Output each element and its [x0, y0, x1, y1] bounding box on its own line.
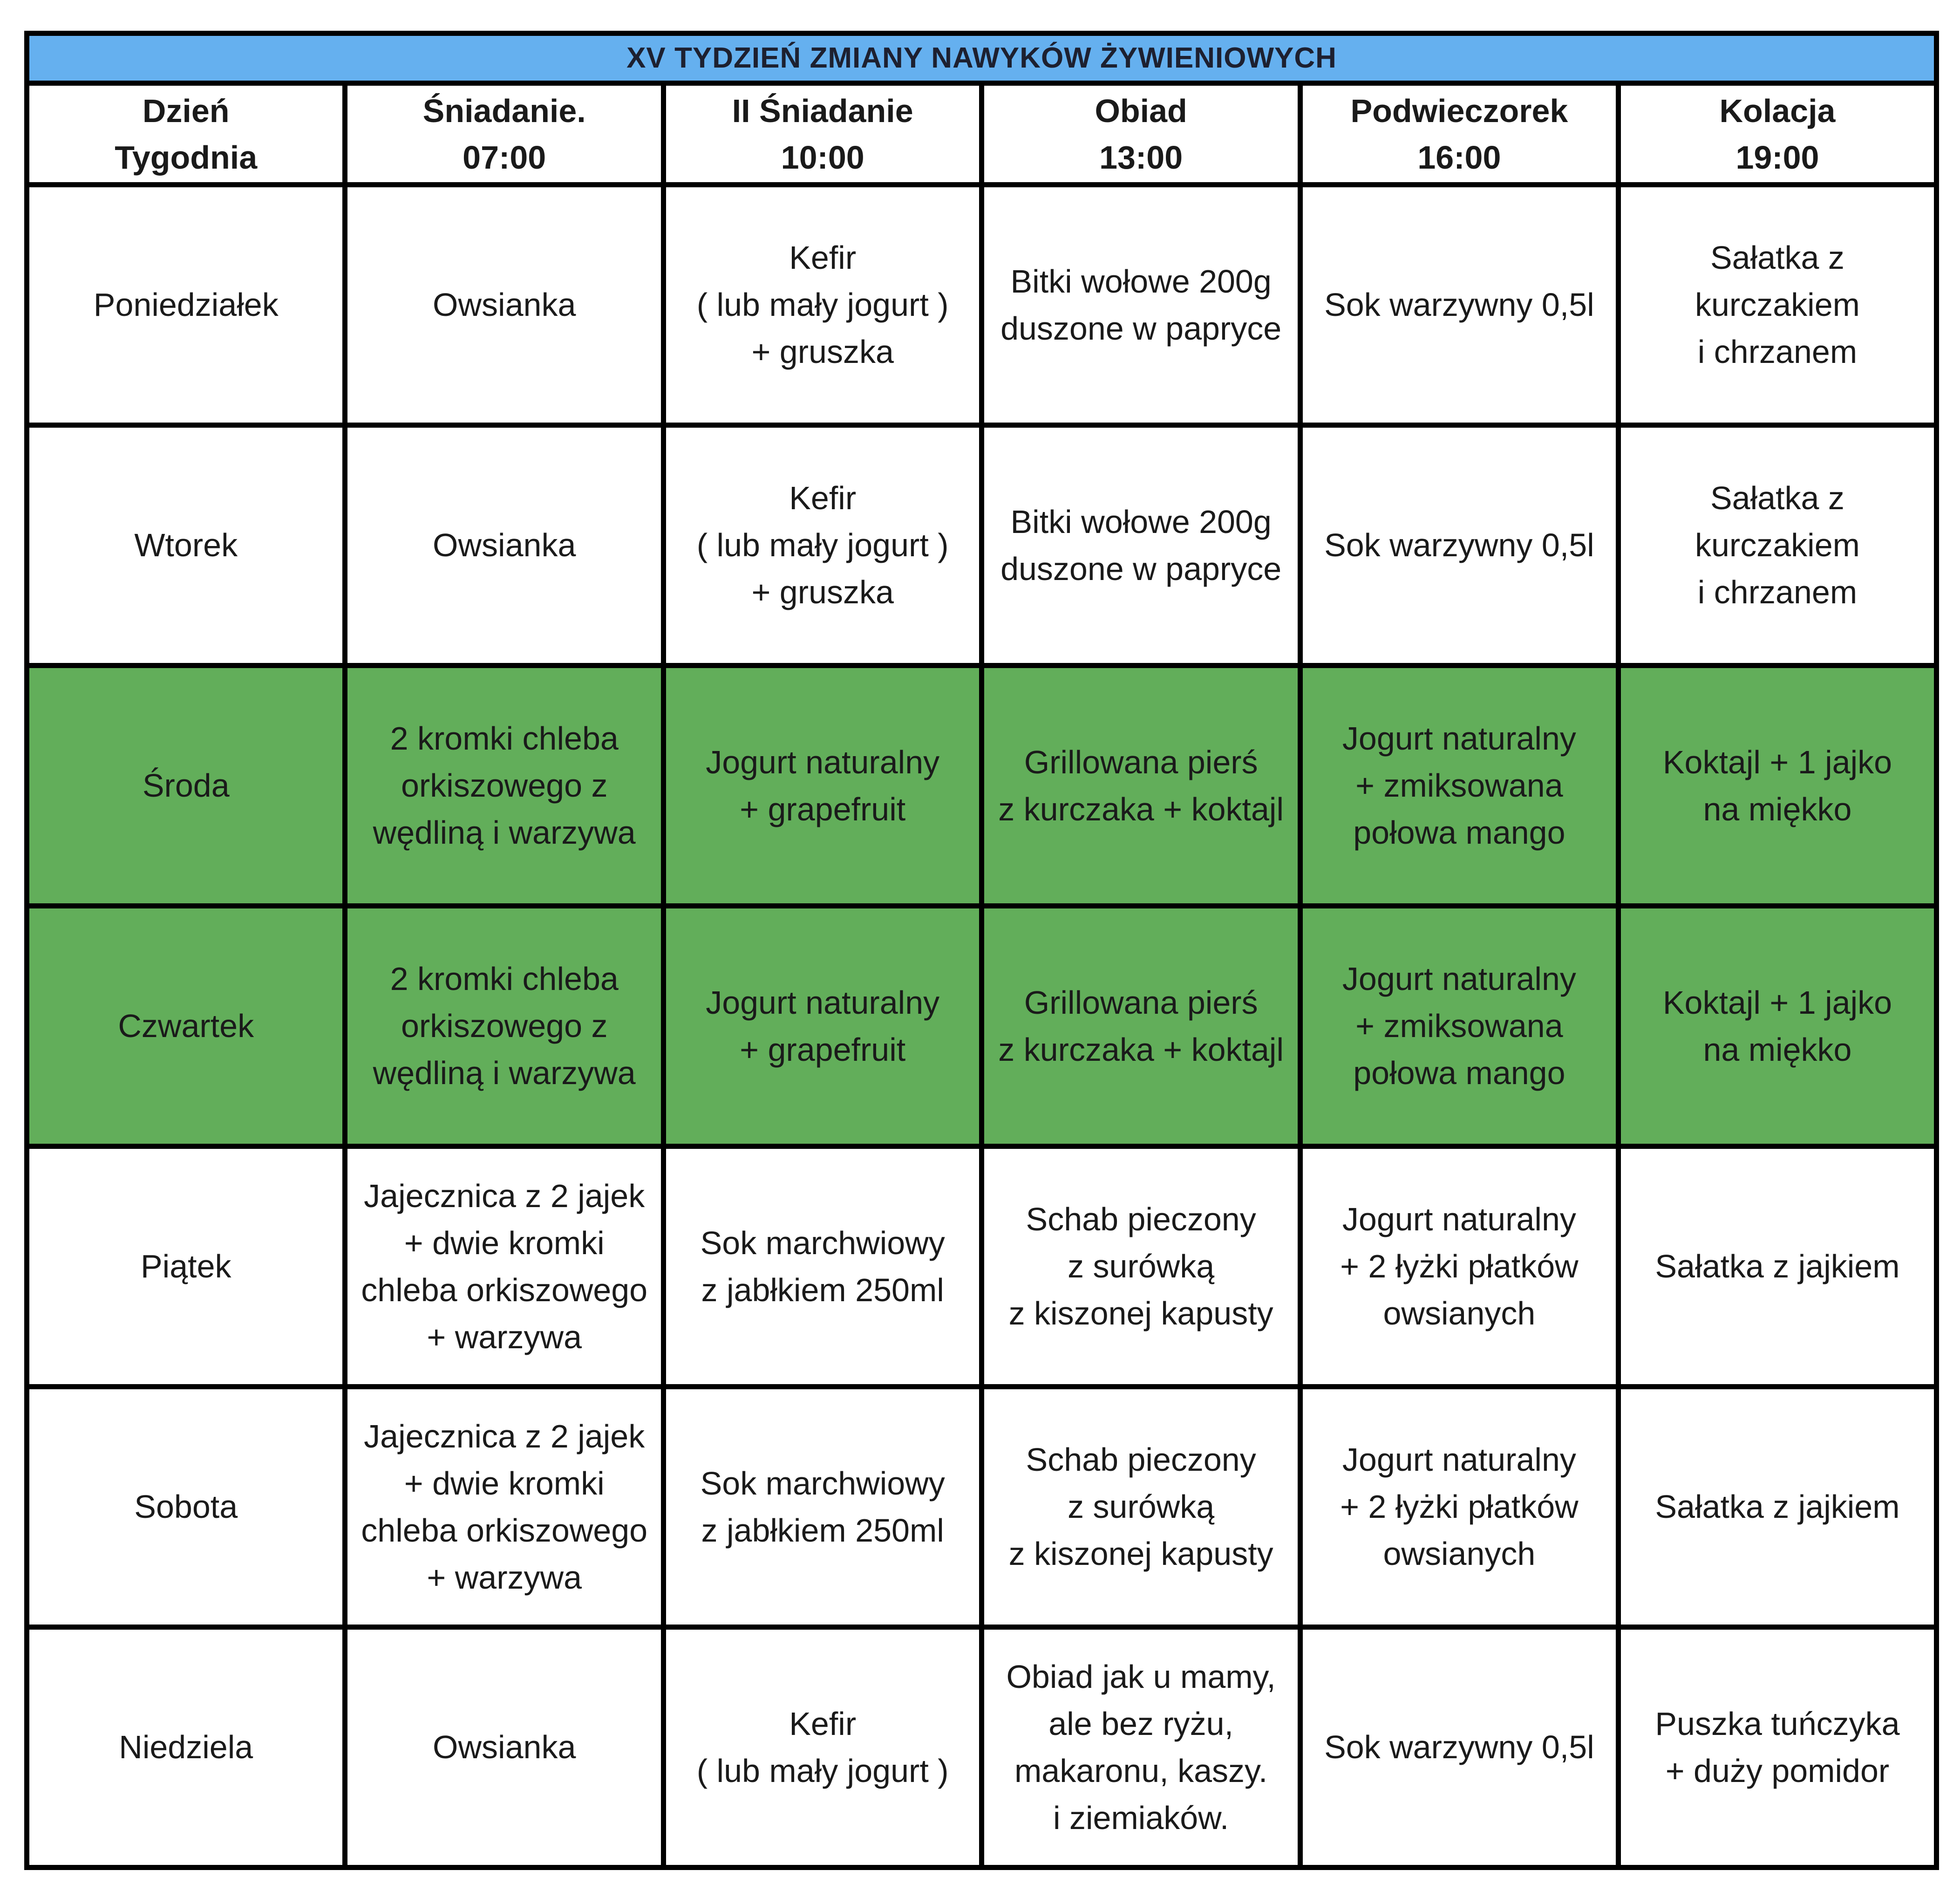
lunch-cell: Schab pieczony z surówką z kiszonej kapusty	[982, 1147, 1300, 1387]
lunch-cell: Obiad jak u mamy, ale bez ryżu, makaronu, kaszy. i ziemiaków.	[982, 1627, 1300, 1868]
second-breakfast-cell: Jogurt naturalny + grapefruit	[663, 906, 981, 1147]
day-name: Piątek	[27, 1147, 345, 1387]
table-row	[27, 906, 1937, 1147]
header-row	[27, 83, 1937, 185]
lunch-cell: Schab pieczony z surówką z kiszonej kapusty	[982, 1387, 1300, 1627]
breakfast-cell: Owsianka	[345, 185, 663, 425]
afternoon-snack-cell: Sok warzywny 0,5l	[1300, 425, 1618, 666]
table-title: XV TYDZIEŃ ZMIANY NAWYKÓW ŻYWIENIOWYCH	[27, 34, 1937, 83]
second-breakfast-cell: Kefir ( lub mały jogurt ) + gruszka	[663, 425, 981, 666]
second-breakfast-cell: Jogurt naturalny + grapefruit	[663, 666, 981, 906]
dinner-cell: Sałatka z kurczakiem i chrzanem	[1618, 185, 1936, 425]
breakfast-cell: 2 kromki chleba orkiszowego z wędliną i warzywa	[345, 666, 663, 906]
table-row	[27, 1387, 1937, 1627]
day-name: Sobota	[27, 1387, 345, 1627]
header-lunch: Obiad 13:00	[982, 83, 1300, 185]
afternoon-snack-cell: Jogurt naturalny + zmiksowana połowa mango	[1300, 906, 1618, 1147]
afternoon-snack-cell: Jogurt naturalny + zmiksowana połowa mango	[1300, 666, 1618, 906]
second-breakfast-cell: Kefir ( lub mały jogurt )	[663, 1627, 981, 1868]
header-day: Dzień Tygodnia	[27, 83, 345, 185]
table-row	[27, 185, 1937, 425]
title-row	[27, 34, 1937, 83]
second-breakfast-cell: Kefir ( lub mały jogurt ) + gruszka	[663, 185, 981, 425]
lunch-cell: Bitki wołowe 200g duszone w papryce	[982, 185, 1300, 425]
header-dinner: Kolacja 19:00	[1618, 83, 1936, 185]
dinner-cell: Sałatka z jajkiem	[1618, 1147, 1936, 1387]
table-row	[27, 666, 1937, 906]
breakfast-cell: Owsianka	[345, 425, 663, 666]
breakfast-cell: 2 kromki chleba orkiszowego z wędliną i warzywa	[345, 906, 663, 1147]
dinner-cell: Koktajl + 1 jajko na miękko	[1618, 666, 1936, 906]
afternoon-snack-cell: Jogurt naturalny + 2 łyżki płatków owsianych	[1300, 1147, 1618, 1387]
dinner-cell: Puszka tuńczyka + duży pomidor	[1618, 1627, 1936, 1868]
afternoon-snack-cell: Sok warzywny 0,5l	[1300, 1627, 1618, 1868]
afternoon-snack-cell: Sok warzywny 0,5l	[1300, 185, 1618, 425]
day-name: Wtorek	[27, 425, 345, 666]
lunch-cell: Grillowana pierś z kurczaka + koktajl	[982, 666, 1300, 906]
day-name: Czwartek	[27, 906, 345, 1147]
day-name: Środa	[27, 666, 345, 906]
table-row	[27, 425, 1937, 666]
dinner-cell: Sałatka z kurczakiem i chrzanem	[1618, 425, 1936, 666]
table-row	[27, 1627, 1937, 1868]
second-breakfast-cell: Sok marchwiowy z jabłkiem 250ml	[663, 1147, 981, 1387]
table-row	[27, 1147, 1937, 1387]
breakfast-cell: Jajecznica z 2 jajek + dwie kromki chleba orkiszowego + warzywa	[345, 1387, 663, 1627]
breakfast-cell: Jajecznica z 2 jajek + dwie kromki chleba orkiszowego + warzywa	[345, 1147, 663, 1387]
lunch-cell: Bitki wołowe 200g duszone w papryce	[982, 425, 1300, 666]
meal-plan-table	[24, 31, 1939, 1870]
second-breakfast-cell: Sok marchwiowy z jabłkiem 250ml	[663, 1387, 981, 1627]
breakfast-cell: Owsianka	[345, 1627, 663, 1868]
afternoon-snack-cell: Jogurt naturalny + 2 łyżki płatków owsianych	[1300, 1387, 1618, 1627]
header-second-breakfast: II Śniadanie 10:00	[663, 83, 981, 185]
lunch-cell: Grillowana pierś z kurczaka + koktajl	[982, 906, 1300, 1147]
day-name: Poniedziałek	[27, 185, 345, 425]
dinner-cell: Koktajl + 1 jajko na miękko	[1618, 906, 1936, 1147]
dinner-cell: Sałatka z jajkiem	[1618, 1387, 1936, 1627]
header-breakfast: Śniadanie. 07:00	[345, 83, 663, 185]
header-afternoon-snack: Podwieczorek 16:00	[1300, 83, 1618, 185]
day-name: Niedziela	[27, 1627, 345, 1868]
